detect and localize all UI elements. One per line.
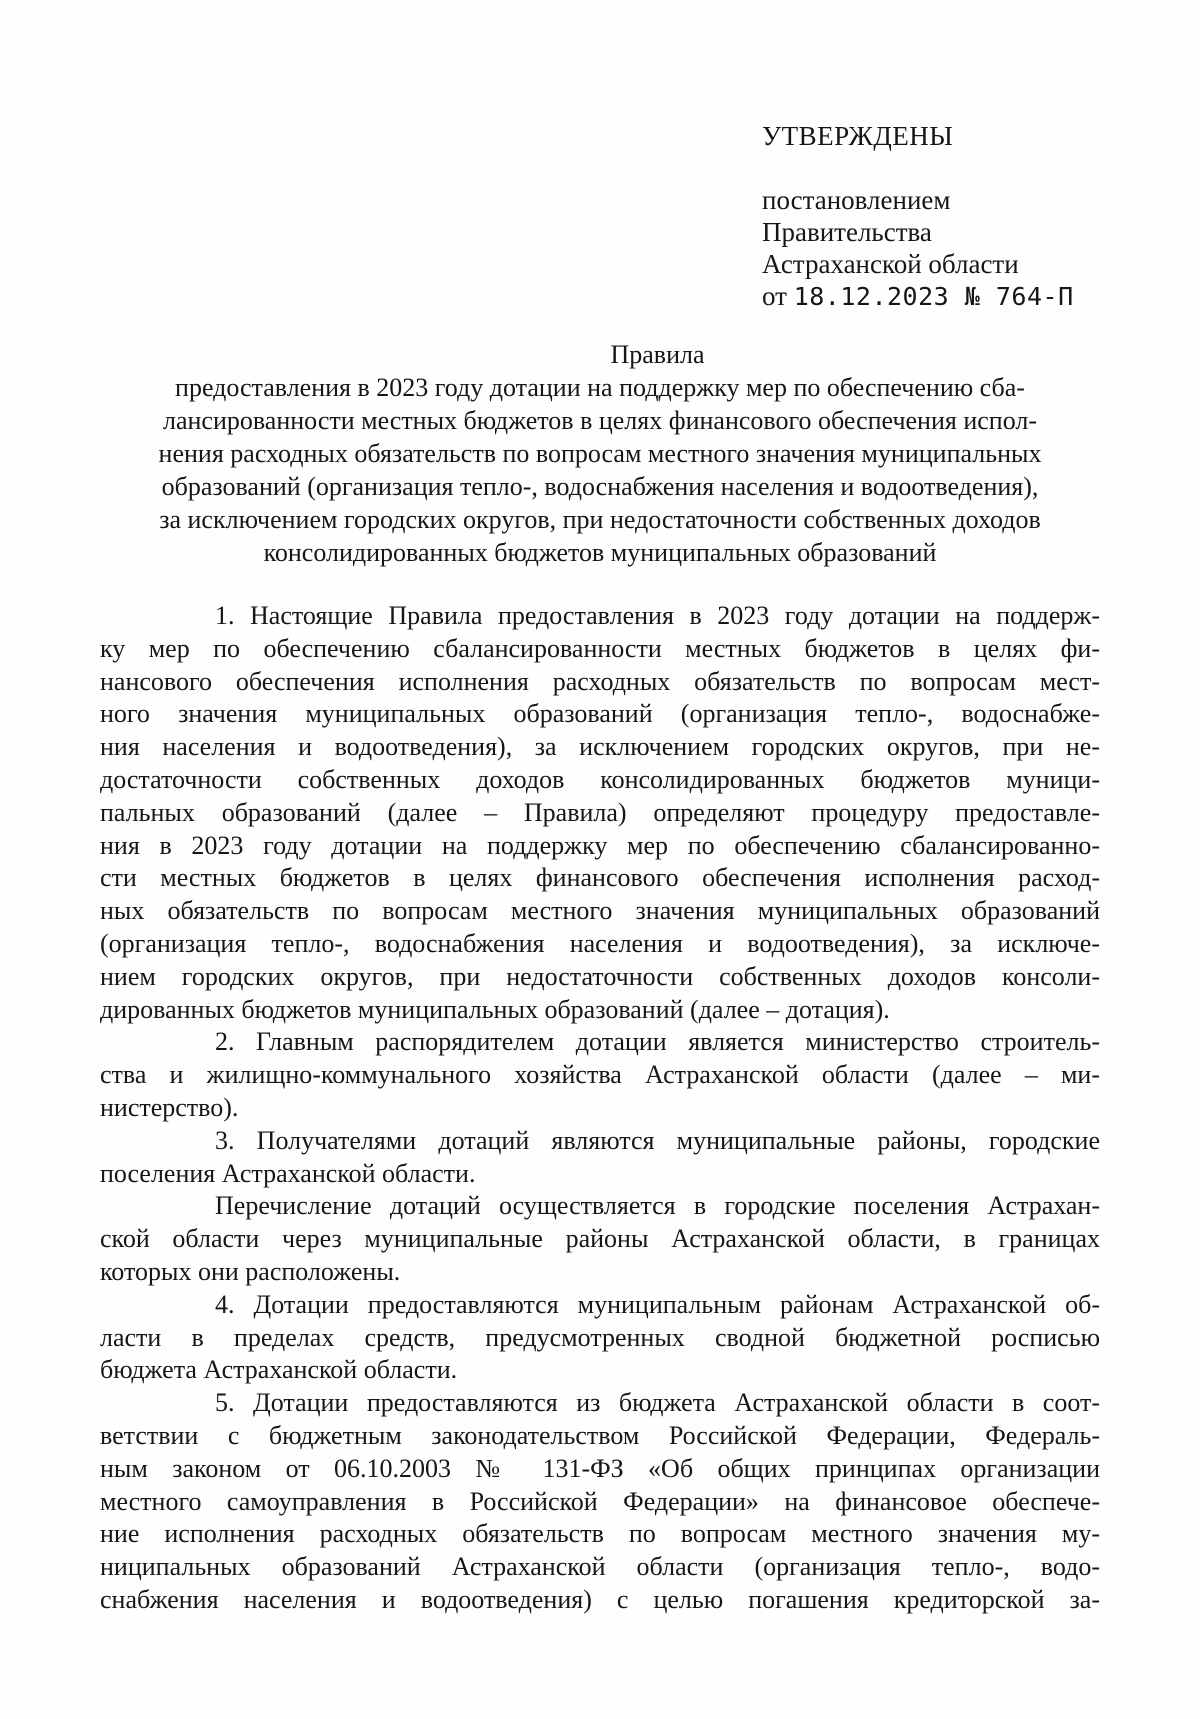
paragraph-1-line-5: ния населения и водоотведения), за исключением городских округов, при не- — [100, 732, 1100, 762]
paragraph-1-line-10: ных обязательств по вопросам местного значения муниципальных образований — [100, 896, 1100, 926]
paragraph-1-line-11: (организация тепло-, водоснабжения населения и водоотведения), за исключе- — [100, 928, 1100, 958]
paragraph-5-line-2: ласти в пределах средств, предусмотренных сводной бюджетной росписью — [100, 1322, 1100, 1352]
title-line-2: лансированности местных бюджетов в целях финансового обеспечения испол- — [162, 406, 1038, 435]
document-title — [100, 338, 1100, 569]
paragraph-6-line-7: снабжения населения и водоотведения) с целью погашения кредиторской за- — [100, 1584, 1100, 1614]
paragraph-1-line-6: достаточности собственных доходов консолидированных бюджетов муници- — [100, 764, 1100, 794]
paragraph-4-line-1: Перечисление дотаций осуществляется в городские поселения Астрахан- — [215, 1191, 1100, 1221]
title-line-4: образований (организация тепло-, водоснабжения населения и водоотведения), — [161, 472, 1039, 501]
approval-date-line — [762, 280, 1142, 313]
paragraph-1-line-1: 1. Настоящие Правила предоставления в 2023 году дотации на поддерж- — [215, 601, 1100, 630]
paragraph-6-line-6: ниципальных образований Астраханской области (организация тепло-, водо- — [100, 1552, 1100, 1582]
approval-by-line-3: Астраханской области — [762, 249, 1019, 279]
paragraph-2-line-2: ства и жилищно-коммунального хозяйства Астраханской области (далее – ми- — [100, 1060, 1100, 1090]
approval-date-number: 18.12.2023 № 764-П — [793, 282, 1074, 311]
paragraph-1-line-2: ку мер по обеспечению сбалансированности местных бюджетов в целях фи- — [100, 633, 1100, 663]
paragraph-6-line-5: ние исполнения расходных обязательств по вопросам местного значения му- — [100, 1519, 1100, 1549]
paragraph-6-line-2: ветствии с бюджетным законодательством Российской Федерации, Федераль- — [100, 1420, 1100, 1450]
paragraph-5-line-1: 4. Дотации предоставляются муниципальным районам Астраханской об- — [215, 1289, 1100, 1319]
paragraph-6-line-3: ным законом от 06.10.2003 № 131-ФЗ «Об общих принципах организации — [100, 1453, 1100, 1483]
title-heading-line: Правила — [610, 340, 705, 369]
paragraph-6-line-1: 5. Дотации предоставляются из бюджета Астраханской области в соот- — [215, 1388, 1100, 1418]
title-line-1: предоставления в 2023 году дотации на поддержку мер по обеспечению сба- — [175, 373, 1025, 402]
document-body — [100, 600, 1100, 1617]
paragraph-1-line-4: ного значения муниципальных образований (организация тепло-, водоснабже- — [100, 699, 1100, 729]
title-line-6: консолидированных бюджетов муниципальных образований — [263, 538, 937, 567]
paragraph-4-line-2: ской области через муниципальные районы Астраханской области, в границах — [100, 1224, 1100, 1254]
paragraph-1-line-3: нансового обеспечения исполнения расходных обязательств по вопросам мест- — [100, 666, 1100, 696]
paragraph-1-line-12: нием городских округов, при недостаточности собственных доходов консоли- — [100, 961, 1100, 991]
paragraph-5-line-3: бюджета Астраханской области. — [100, 1355, 458, 1385]
paragraph-6-line-4: местного самоуправления в Российской Федерации» на финансовое обеспече- — [100, 1486, 1100, 1516]
paragraph-2-line-1: 2. Главным распорядителем дотации является министерство строитель- — [215, 1027, 1100, 1057]
approval-block — [762, 120, 1142, 313]
paragraph-3-line-2: поселения Астраханской области. — [100, 1158, 476, 1188]
approval-by-line-1: постановлением — [762, 185, 951, 215]
paragraph-4-line-3: которых они расположены. — [100, 1256, 401, 1286]
approval-date-prefix: от — [762, 281, 787, 311]
paragraph-2-line-3: нистерство). — [100, 1092, 239, 1122]
paragraph-1-line-8: ния в 2023 году дотации на поддержку мер по обеспечению сбалансированно- — [100, 830, 1100, 860]
paragraph-1-line-13: дированных бюджетов муниципальных образований (далее – дотация). — [100, 994, 890, 1024]
paragraph-1-line-7: пальных образований (далее – Правила) определяют процедуру предоставле- — [100, 797, 1100, 827]
paragraph-3-line-1: 3. Получателями дотаций являются муниципальные районы, городские — [215, 1125, 1100, 1155]
approval-stamp-word: УТВЕРЖДЕНЫ — [762, 121, 954, 151]
title-line-3: нения расходных обязательств по вопросам местного значения муниципальных — [158, 439, 1042, 468]
approval-by-line-2: Правительства — [762, 217, 932, 247]
paragraph-1-line-9: сти местных бюджетов в целях финансового обеспечения исполнения расход- — [100, 863, 1100, 893]
title-line-5: за исключением городских округов, при недостаточности собственных доходов — [159, 505, 1041, 534]
